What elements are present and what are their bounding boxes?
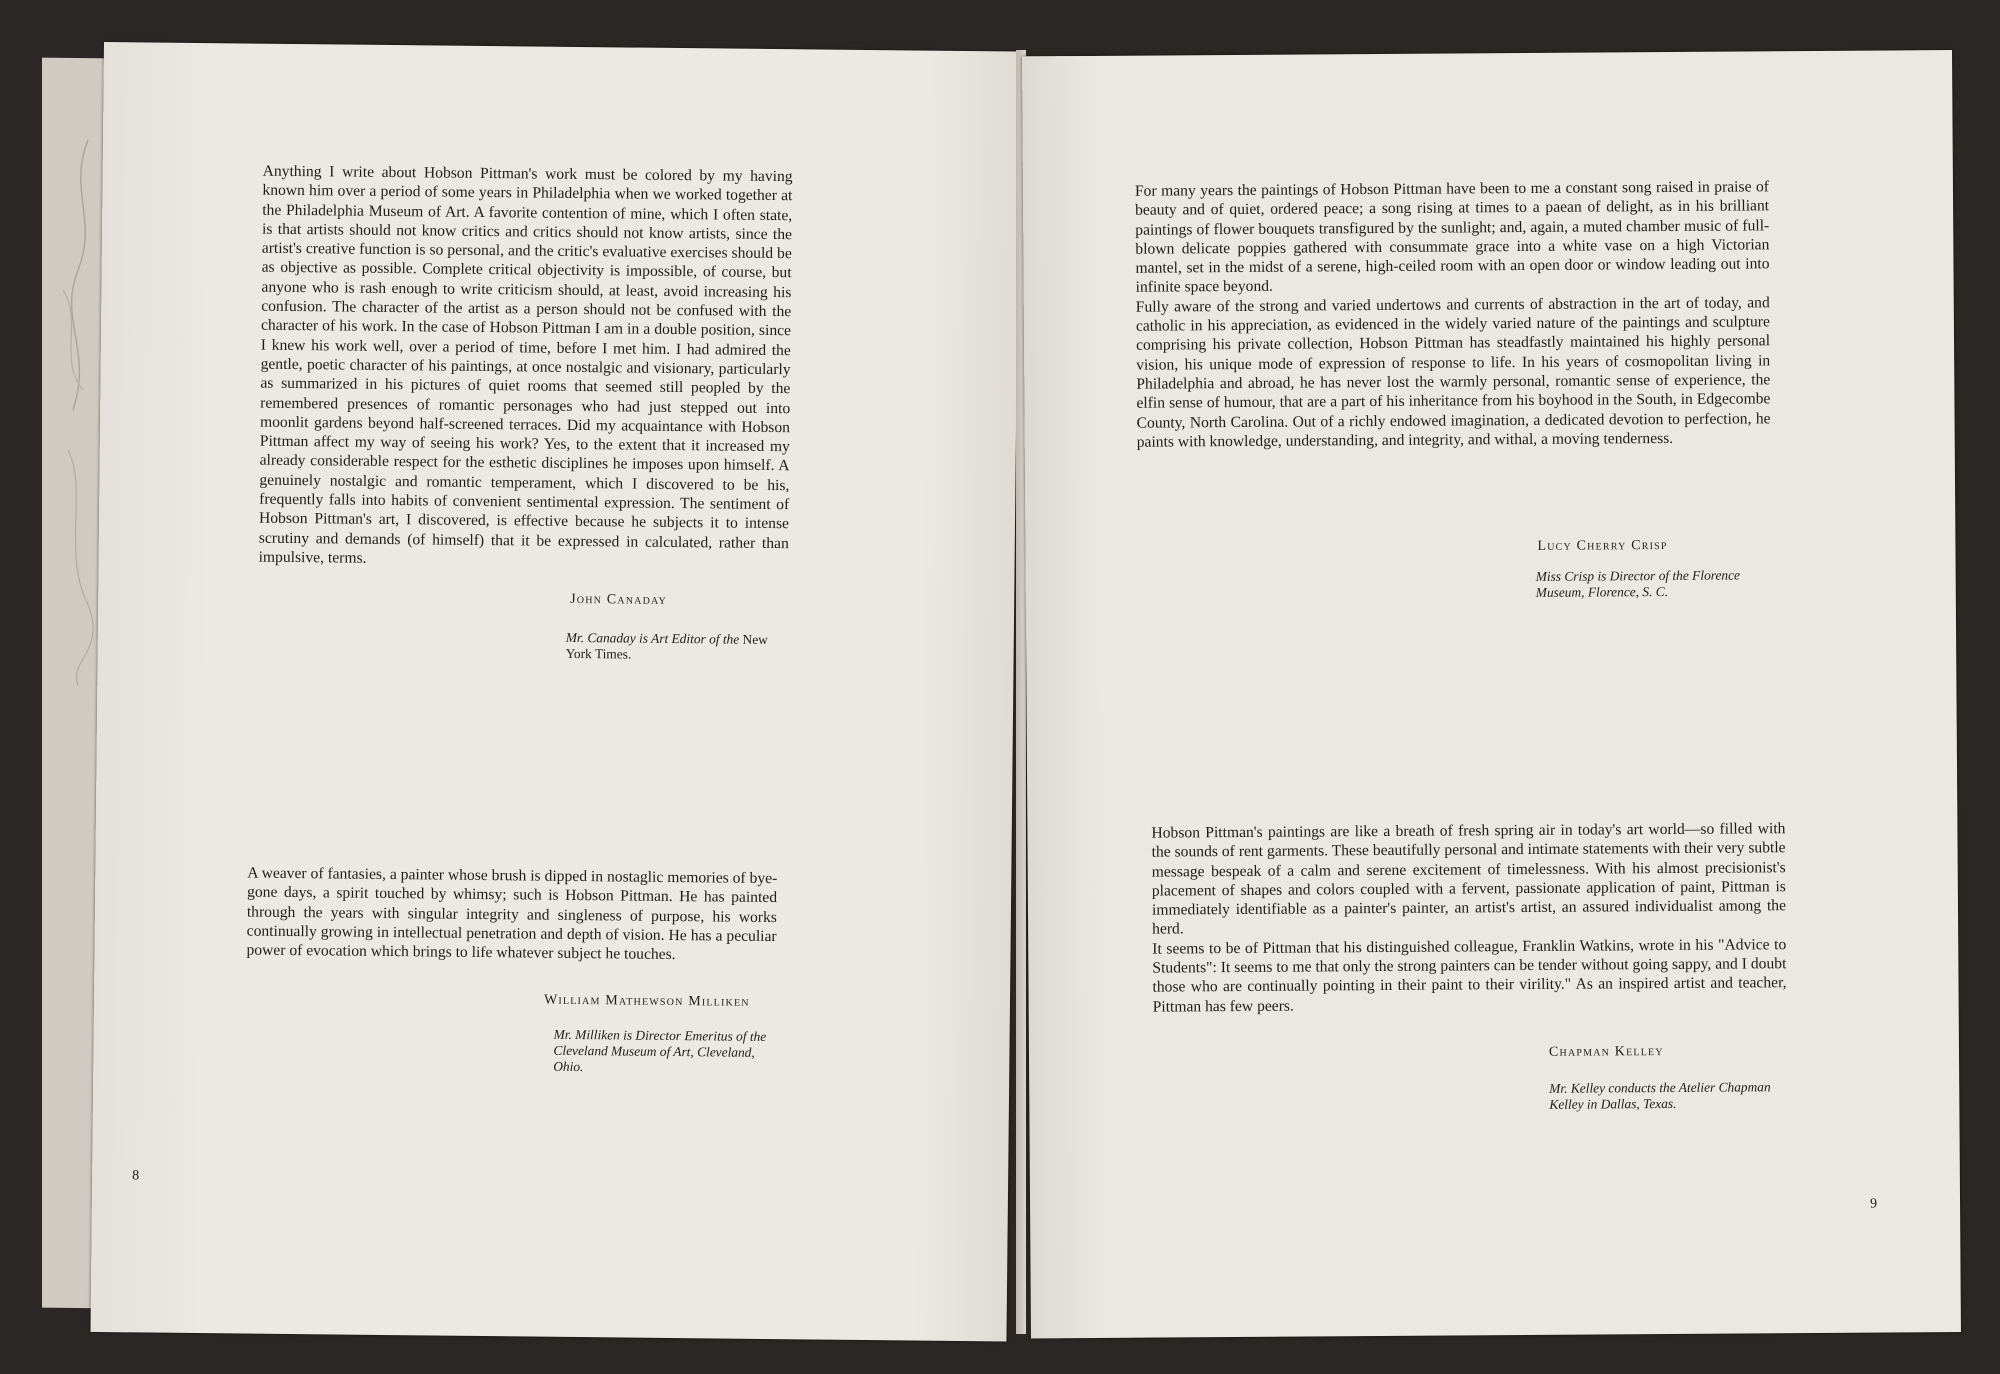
author-note-canaday-italic: Mr. Canaday is Art Editor of the: [565, 629, 740, 647]
author-chapman-kelley: Chapman Kelley: [1548, 1044, 1664, 1060]
page-number-right: 9: [1870, 1196, 1878, 1212]
author-note-canaday: [566, 630, 786, 664]
essay-crisp: [1135, 177, 1771, 452]
essay-canaday: [259, 162, 793, 573]
author-note-crisp: Miss Crisp is Director of the Florence Museum, Florence, S. C.: [1535, 567, 1741, 600]
essay-milliken: [246, 864, 777, 966]
essay-canaday-text: Anything I write about Hobson Pittman's work must be colored by my having known him over a period of some years in Philadelphia when we worked together at the Philadelphia Museum of Art. A favorite contention of mine, which I often state, is that artists should not know critics and critics should not know artists, since the artist's creative function is so personal, and the critic's evaluative exercises should be as objective as possible. Complete critical objectivity is impossible, of course, but anyone who is rash enough to write criticism should, at least, avoid increasing his confusion. The character of the artist as a person should not be confused with the character of his work. In the case of Hobson Pittman I am in a double position, since I knew his work well, over a period of time, before I met him. I had admired the gentle, poetic character of his paintings, at once nostalgic and visionary, particularly as summarized in his pictures of quiet rooms that seemed still peopled by the remembered presences of romantic personages who had just stepped out into moonlit gardens beyond half-screened terraces. Did my acquaintance with Hobson Pittman affect my way of seeing his work? Yes, to the extent that it increased my already considerable respect for the esthetic disciplines he imposes upon himself. A genuinely nostalgic and romantic temperament, which I discovered to be his, frequently falls into habits of convenient sentimental expression. The sentiment of Hobson Pittman's art, I discovered, is effective because he subjects it to intense scrutiny and demands (of himself) that it be expressed in calculated, rather than impulsive, terms.: [258, 162, 793, 567]
essay-kelley-paragraph-1: Hobson Pittman's paintings are like a breath of fresh spring air in today's art world—so filled with the sounds of rent garments. These beautifully personal and intimate statements with their very subtle message bespeak of a calm and serene excitement of timelessness. With his almost precisionist's placement of shapes and colors coupled with a fervent, passionate application of paint, Pittman is immediately identifiable as a painter's painter, an artist's artist, an assured individualist among the herd.: [1151, 820, 1787, 939]
author-note-canaday-roman: New York Times.: [565, 631, 768, 662]
author-john-canaday: John Canaday: [570, 591, 668, 608]
author-note-milliken: Mr. Milliken is Director Emeritus of the Cleveland Museum of Art, Cleveland, Ohio.: [553, 1026, 767, 1075]
left-page: [90, 42, 1019, 1342]
author-note-kelley: Mr. Kelley conducts the Atelier Chapman Kelley in Dallas, Texas.: [1549, 1079, 1771, 1112]
page-number-left: 8: [132, 1168, 140, 1184]
right-page: [1022, 50, 1961, 1338]
author-lucy-cherry-crisp: Lucy Cherry Crisp: [1537, 537, 1668, 554]
essay-kelley: [1151, 819, 1786, 1016]
author-william-mathewson-milliken: William Mathewson Milliken: [543, 992, 750, 1010]
essay-milliken-text: A weaver of fantasies, a painter whose brush is dipped in nostaglic memories of bye-gone days, a spirit touched by whimsy; such is Hobson Pittman. He has painted through the years with singular integrity and singleness of purpose, his works continually growing in intellectual penetration and depth of vision. He has a peculiar power of evocation which brings to life whatever subject he touches.: [246, 864, 778, 964]
essay-kelley-paragraph-2: It seems to be of Pittman that his distinguished colleague, Franklin Watkins, wrote in his "Advice to Students": It seems to me that only the strong painters can be tender without going sappy, and I doubt those who are continually pointing in their paint to their virility." As an inspired artist and teacher, Pittman has few peers.: [1152, 935, 1787, 1016]
essay-crisp-paragraph-1: For many years the paintings of Hobson Pittman have been to me a constant song raised in praise of beauty and of quiet, ordered peace; a song rising at times to a paean of delight, as in his brilliant paintings of flower bouquets transfigured by the sunlight; and, again, a muted chamber music of full-blown delicate poppies gathered with consummate grace into a white vase on a high Victorian mantel, set in the midst of a serene, high-ceiled room with an open door or window leading out into infinite space beyond.: [1134, 178, 1770, 297]
essay-crisp-paragraph-2: Fully aware of the strong and varied undertows and currents of abstraction in the art of today, and catholic in his appreciation, as evidenced in the widely varied nature of the paintings and sculpture comprising his private collection, Hobson Pittman has steadfastly maintained his highly personal vision, his unique mode of expression of response to life. In his years of cosmopolitan living in Philadelphia and abroad, he has never lost the warmly personal, romantic sense of experience, the elfin sense of humour, that are a part of his inheritance from his boyhood in the South, in Edgecombe County, North Carolina. Out of a richly endowed imagination, a dedicated devotion to perfection, he paints with knowledge, understanding, and integrity, and withal, a moving tenderness.: [1135, 294, 1771, 451]
